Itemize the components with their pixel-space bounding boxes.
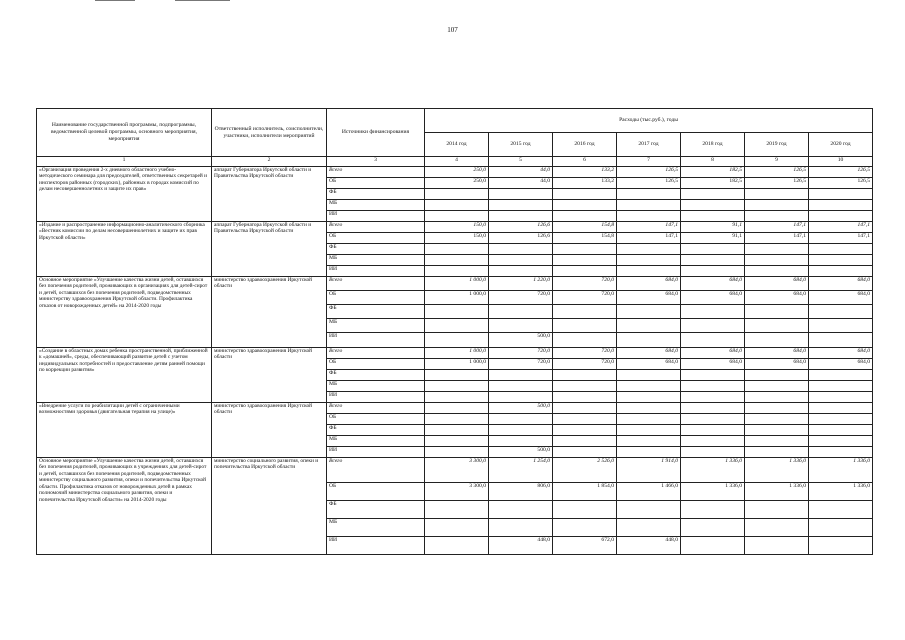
funding-source: МБ bbox=[327, 319, 425, 333]
expense-value: 720,0 bbox=[489, 291, 553, 305]
expense-value bbox=[809, 501, 873, 519]
expense-value: 500,0 bbox=[489, 447, 553, 458]
expense-value bbox=[681, 266, 745, 277]
expense-value: 1 336,0 bbox=[745, 458, 809, 483]
table-row bbox=[37, 348, 873, 359]
expense-value: 250,0 bbox=[425, 178, 489, 189]
funding-source: Всего bbox=[327, 222, 425, 233]
expense-value bbox=[489, 319, 553, 333]
expense-value bbox=[553, 200, 617, 211]
expense-value bbox=[617, 436, 681, 447]
expense-value bbox=[617, 319, 681, 333]
expense-value bbox=[617, 211, 681, 222]
funding-source: ОБ bbox=[327, 359, 425, 370]
activity-executor: министерство здравоохранения Иркутской области bbox=[212, 277, 327, 348]
expense-value bbox=[809, 392, 873, 403]
column-number: 5 bbox=[489, 157, 553, 167]
expense-value bbox=[681, 414, 745, 425]
expense-value: 720,0 bbox=[553, 291, 617, 305]
expense-value bbox=[745, 244, 809, 255]
expense-value bbox=[553, 403, 617, 414]
funding-source: ОБ bbox=[327, 291, 425, 305]
expense-value: 684,0 bbox=[681, 348, 745, 359]
header-year: 2014 год bbox=[425, 133, 489, 157]
expense-value bbox=[489, 255, 553, 266]
expense-value: 150,0 bbox=[425, 233, 489, 244]
expense-value bbox=[809, 200, 873, 211]
activity-name: «Создание в областных домах ребенка пространственной, приближенной к «домашней», среды, обеспечивающий развитие детей с учетом индивидуальных потребностей и предоставление детям ранней помощи по коррекции развития» bbox=[37, 348, 212, 403]
expense-value bbox=[745, 189, 809, 200]
funding-source: ИИ bbox=[327, 447, 425, 458]
funding-source: Всего bbox=[327, 167, 425, 178]
expense-value bbox=[553, 333, 617, 348]
expense-value bbox=[809, 436, 873, 447]
expense-value: 182,5 bbox=[681, 167, 745, 178]
activity-name: «Организация проведения 2-х дневного областного учебно-методического семинара для председателей, ответственных секретарей и инспекторов районных (городских), районных в городах комиссий по делам несовершеннолетних и защите их прав» bbox=[37, 167, 212, 222]
expense-value bbox=[489, 244, 553, 255]
activity-name: «Внедрение услуги по реабилитации детей с ограниченными возможностями здоровья (двигательная терапия на улице)» bbox=[37, 403, 212, 458]
expense-value bbox=[681, 305, 745, 319]
expense-value bbox=[745, 501, 809, 519]
expense-value: 684,0 bbox=[745, 348, 809, 359]
expense-value bbox=[425, 333, 489, 348]
expense-value bbox=[425, 319, 489, 333]
expense-value bbox=[681, 537, 745, 555]
expense-value bbox=[425, 414, 489, 425]
expense-value bbox=[809, 519, 873, 537]
expense-value bbox=[425, 519, 489, 537]
expense-value bbox=[681, 436, 745, 447]
top-scan-line-right bbox=[175, 0, 230, 1]
expense-value bbox=[425, 255, 489, 266]
expense-value: 126,5 bbox=[617, 178, 681, 189]
expense-value: 1 336,0 bbox=[809, 458, 873, 483]
expense-value bbox=[617, 333, 681, 348]
expense-value bbox=[681, 425, 745, 436]
expense-value bbox=[745, 266, 809, 277]
expense-value bbox=[617, 189, 681, 200]
expense-value bbox=[425, 447, 489, 458]
expense-value bbox=[681, 370, 745, 381]
expense-value bbox=[553, 392, 617, 403]
activity-executor: аппарат Губернатора Иркутской области и Правительства Иркутской области bbox=[212, 167, 327, 222]
expense-value bbox=[681, 255, 745, 266]
expense-value: 684,0 bbox=[681, 277, 745, 291]
expense-value: 1 000,0 bbox=[425, 277, 489, 291]
expense-value: 147,1 bbox=[745, 233, 809, 244]
expense-value bbox=[425, 501, 489, 519]
expense-value bbox=[745, 381, 809, 392]
expense-value: 684,0 bbox=[745, 277, 809, 291]
expense-value bbox=[745, 403, 809, 414]
table-row bbox=[37, 403, 873, 414]
expense-value bbox=[681, 211, 745, 222]
funding-source: ОБ bbox=[327, 233, 425, 244]
expense-value: 126,5 bbox=[745, 167, 809, 178]
expense-value bbox=[553, 319, 617, 333]
header-year: 2016 год bbox=[553, 133, 617, 157]
column-number: 8 bbox=[681, 157, 745, 167]
expense-value: 684,0 bbox=[617, 291, 681, 305]
expense-value: 147,1 bbox=[809, 233, 873, 244]
expense-value: 3 300,0 bbox=[425, 458, 489, 483]
expense-value: 1 336,0 bbox=[681, 458, 745, 483]
expense-value bbox=[553, 370, 617, 381]
expense-value: 1 220,0 bbox=[489, 277, 553, 291]
column-number: 6 bbox=[553, 157, 617, 167]
header-expenses: Расходы (тыс.руб.), годы bbox=[425, 109, 873, 133]
column-number: 9 bbox=[745, 157, 809, 167]
expense-value bbox=[681, 189, 745, 200]
expense-value bbox=[617, 519, 681, 537]
expense-value bbox=[809, 537, 873, 555]
expense-value bbox=[809, 425, 873, 436]
expense-value: 684,0 bbox=[681, 291, 745, 305]
expense-value bbox=[553, 244, 617, 255]
expense-value bbox=[553, 447, 617, 458]
expense-value bbox=[809, 333, 873, 348]
expense-value bbox=[681, 319, 745, 333]
expense-value bbox=[617, 381, 681, 392]
funding-source: ОБ bbox=[327, 483, 425, 501]
expense-value bbox=[809, 255, 873, 266]
column-number: 3 bbox=[327, 157, 425, 167]
expense-value: 126,5 bbox=[617, 167, 681, 178]
expense-value bbox=[745, 200, 809, 211]
top-scan-line-left bbox=[95, 0, 135, 1]
expense-value bbox=[489, 392, 553, 403]
funding-source: ИИ bbox=[327, 392, 425, 403]
expense-value bbox=[809, 189, 873, 200]
expense-value bbox=[489, 370, 553, 381]
activity-executor: министерство здравоохранения Иркутской области bbox=[212, 403, 327, 458]
funding-source: ОБ bbox=[327, 414, 425, 425]
expense-value bbox=[617, 200, 681, 211]
funding-source: Всего bbox=[327, 348, 425, 359]
expense-value bbox=[617, 266, 681, 277]
funding-source: МБ bbox=[327, 519, 425, 537]
expense-value bbox=[425, 381, 489, 392]
expense-value bbox=[553, 189, 617, 200]
expense-value bbox=[745, 333, 809, 348]
expense-value bbox=[681, 501, 745, 519]
expense-value bbox=[617, 392, 681, 403]
expense-value bbox=[617, 414, 681, 425]
expense-value: 720,0 bbox=[553, 277, 617, 291]
activity-name: «Издание и распространение информационно-аналитического сборника «Вестник комиссии по делам несовершеннолетних и защите их прав Иркутской области» bbox=[37, 222, 212, 277]
expense-value: 684,0 bbox=[617, 277, 681, 291]
expense-value bbox=[745, 370, 809, 381]
expense-value bbox=[745, 319, 809, 333]
funding-source: ФБ bbox=[327, 189, 425, 200]
expense-value bbox=[425, 189, 489, 200]
expense-value: 806,0 bbox=[489, 483, 553, 501]
funding-source: МБ bbox=[327, 255, 425, 266]
expense-value bbox=[489, 436, 553, 447]
expense-value bbox=[809, 403, 873, 414]
expense-value bbox=[681, 244, 745, 255]
expense-value: 448,0 bbox=[617, 537, 681, 555]
header-name: Наименование государственной программы, подпрограммы, ведомственной целевой программы, основного мероприятия, мероприятия bbox=[37, 109, 212, 157]
funding-source: ФБ bbox=[327, 425, 425, 436]
expense-value bbox=[489, 189, 553, 200]
expense-value: 1 336,0 bbox=[809, 483, 873, 501]
funding-source: ФБ bbox=[327, 501, 425, 519]
expense-value bbox=[809, 414, 873, 425]
expense-value bbox=[617, 447, 681, 458]
expense-value bbox=[681, 200, 745, 211]
expense-value: 147,1 bbox=[617, 222, 681, 233]
expense-value bbox=[809, 266, 873, 277]
expense-value bbox=[489, 266, 553, 277]
expense-value: 672,0 bbox=[553, 537, 617, 555]
table-row bbox=[37, 277, 873, 291]
expense-value: 500,0 bbox=[489, 403, 553, 414]
page-number: 107 bbox=[447, 26, 458, 34]
expense-value: 1 336,0 bbox=[745, 483, 809, 501]
expense-value bbox=[681, 392, 745, 403]
expense-value: 1 914,0 bbox=[617, 458, 681, 483]
header-year: 2020 год bbox=[809, 133, 873, 157]
activity-name: Основное мероприятие «Улучшение качества жизни детей, оставшихся без попечения родителей, проживающих в учреждениях для детей-сирот и детей, оставшихся без попечения родителей, подведомственных министерству социального развития, опеки и попечительства Иркутской области. Профилактика отказов от новорожденных детей в рамках полномочий министерства социального развития, опеки и попечительства Иркутской области» на 2014-2020 годы bbox=[37, 458, 212, 555]
expense-value bbox=[553, 436, 617, 447]
activity-executor: министерство здравоохранения Иркутской области bbox=[212, 348, 327, 403]
expense-value bbox=[553, 425, 617, 436]
expense-value bbox=[681, 447, 745, 458]
expense-value: 720,0 bbox=[489, 348, 553, 359]
expense-value bbox=[489, 305, 553, 319]
expense-value: 250,0 bbox=[425, 167, 489, 178]
expense-value: 1 254,0 bbox=[489, 458, 553, 483]
column-number: 7 bbox=[617, 157, 681, 167]
expense-value bbox=[425, 244, 489, 255]
column-number: 2 bbox=[212, 157, 327, 167]
expense-value: 147,1 bbox=[617, 233, 681, 244]
expense-value: 684,0 bbox=[809, 359, 873, 370]
expense-value: 182,5 bbox=[681, 178, 745, 189]
expense-value bbox=[553, 501, 617, 519]
activity-executor: аппарат Губернатора Иркутской области и Правительства Иркутской области bbox=[212, 222, 327, 277]
expense-value bbox=[489, 519, 553, 537]
expense-value bbox=[809, 370, 873, 381]
column-number: 10 bbox=[809, 157, 873, 167]
expense-value bbox=[425, 425, 489, 436]
expense-value: 126,6 bbox=[489, 233, 553, 244]
expense-value bbox=[617, 255, 681, 266]
funding-source: МБ bbox=[327, 381, 425, 392]
expense-value bbox=[745, 519, 809, 537]
expense-value bbox=[553, 266, 617, 277]
expense-value: 1 000,0 bbox=[425, 359, 489, 370]
funding-source: Всего bbox=[327, 277, 425, 291]
expense-value bbox=[617, 425, 681, 436]
expense-value: 1 854,0 bbox=[553, 483, 617, 501]
expense-value: 133,2 bbox=[553, 167, 617, 178]
expenses-table bbox=[36, 108, 873, 555]
expense-value bbox=[745, 537, 809, 555]
expense-value: 684,0 bbox=[745, 359, 809, 370]
expense-value: 1 466,0 bbox=[617, 483, 681, 501]
expense-value bbox=[553, 414, 617, 425]
expense-value bbox=[425, 537, 489, 555]
expense-value: 720,0 bbox=[553, 348, 617, 359]
expense-value bbox=[553, 255, 617, 266]
expense-value bbox=[553, 211, 617, 222]
expense-value: 1 000,0 bbox=[425, 348, 489, 359]
expense-value bbox=[617, 501, 681, 519]
expense-value bbox=[745, 305, 809, 319]
expense-value bbox=[489, 211, 553, 222]
header-source: Источники финансирования bbox=[327, 109, 425, 157]
expense-value bbox=[425, 370, 489, 381]
expense-value: 684,0 bbox=[617, 359, 681, 370]
expense-value: 147,1 bbox=[809, 222, 873, 233]
table-row bbox=[37, 458, 873, 483]
expense-value: 154,8 bbox=[553, 222, 617, 233]
funding-source: ИИ bbox=[327, 537, 425, 555]
funding-source: ИИ bbox=[327, 333, 425, 348]
expense-value: 684,0 bbox=[681, 359, 745, 370]
expense-value: 91,1 bbox=[681, 233, 745, 244]
expense-value bbox=[617, 305, 681, 319]
expense-value bbox=[809, 319, 873, 333]
column-number: 4 bbox=[425, 157, 489, 167]
expense-value bbox=[489, 200, 553, 211]
activity-name: Основное мероприятие «Улучшение качества жизни детей, оставшихся без попечения родителей, проживающих в организациях для детей-сирот и детей, оставшихся без попечения родителей, подведомственных министерству здравоохранения Иркутской области. Профилактика отказов от новорожденных детей» на 2014-2020 годы bbox=[37, 277, 212, 348]
expense-value bbox=[425, 436, 489, 447]
expense-value: 1 336,0 bbox=[681, 483, 745, 501]
expense-value: 2 526,0 bbox=[553, 458, 617, 483]
header-year: 2019 год bbox=[745, 133, 809, 157]
expense-value bbox=[489, 381, 553, 392]
expense-value: 720,0 bbox=[553, 359, 617, 370]
expense-value: 1 000,0 bbox=[425, 291, 489, 305]
table-row bbox=[37, 167, 873, 178]
expense-value: 150,0 bbox=[425, 222, 489, 233]
header-executor: Ответственный исполнитель, соисполнители, участники, исполнители мероприятий bbox=[212, 109, 327, 157]
expense-value: 133,2 bbox=[553, 178, 617, 189]
expense-value: 147,1 bbox=[745, 222, 809, 233]
expense-value: 684,0 bbox=[809, 291, 873, 305]
expense-value bbox=[425, 266, 489, 277]
expense-value: 448,0 bbox=[489, 537, 553, 555]
expense-value bbox=[681, 381, 745, 392]
expense-value: 44,0 bbox=[489, 167, 553, 178]
expense-value bbox=[681, 519, 745, 537]
expense-value bbox=[745, 436, 809, 447]
expense-value bbox=[745, 392, 809, 403]
expense-value: 126,5 bbox=[809, 167, 873, 178]
funding-source: Всего bbox=[327, 403, 425, 414]
expense-value bbox=[553, 519, 617, 537]
funding-source: ФБ bbox=[327, 370, 425, 381]
column-number: 1 bbox=[37, 157, 212, 167]
funding-source: МБ bbox=[327, 436, 425, 447]
expense-value bbox=[681, 403, 745, 414]
expense-value bbox=[489, 425, 553, 436]
header-year: 2018 год bbox=[681, 133, 745, 157]
expense-value bbox=[553, 381, 617, 392]
expense-value bbox=[809, 305, 873, 319]
expense-value: 154,8 bbox=[553, 233, 617, 244]
expense-value: 3 300,0 bbox=[425, 483, 489, 501]
expense-value bbox=[553, 305, 617, 319]
activity-executor: министерство социального развития, опеки и попечительства Иркутской области bbox=[212, 458, 327, 555]
expense-value bbox=[809, 211, 873, 222]
expense-value bbox=[617, 244, 681, 255]
expense-value bbox=[681, 333, 745, 348]
expense-value: 720,0 bbox=[489, 359, 553, 370]
expense-value: 684,0 bbox=[809, 277, 873, 291]
expense-value: 684,0 bbox=[617, 348, 681, 359]
funding-source: МБ bbox=[327, 200, 425, 211]
expense-value bbox=[425, 403, 489, 414]
expense-value: 684,0 bbox=[745, 291, 809, 305]
expense-value bbox=[617, 370, 681, 381]
expense-value: 44,0 bbox=[489, 178, 553, 189]
expense-value bbox=[745, 425, 809, 436]
expense-value: 126,5 bbox=[745, 178, 809, 189]
table-row bbox=[37, 222, 873, 233]
expense-value bbox=[809, 381, 873, 392]
expense-value bbox=[745, 447, 809, 458]
expense-value bbox=[425, 211, 489, 222]
funding-source: Всего bbox=[327, 458, 425, 483]
expense-value bbox=[425, 200, 489, 211]
expense-value: 684,0 bbox=[809, 348, 873, 359]
header-year: 2017 год bbox=[617, 133, 681, 157]
expense-value bbox=[745, 255, 809, 266]
expense-value bbox=[745, 211, 809, 222]
expense-value bbox=[425, 392, 489, 403]
expense-value bbox=[489, 414, 553, 425]
expense-value bbox=[425, 305, 489, 319]
expense-value bbox=[745, 414, 809, 425]
funding-source: ИИ bbox=[327, 211, 425, 222]
funding-source: ИИ bbox=[327, 266, 425, 277]
expense-value: 91,1 bbox=[681, 222, 745, 233]
expense-value bbox=[809, 244, 873, 255]
expense-value: 126,6 bbox=[489, 222, 553, 233]
funding-source: ФБ bbox=[327, 244, 425, 255]
funding-source: ФБ bbox=[327, 305, 425, 319]
expense-value bbox=[809, 447, 873, 458]
expense-value bbox=[489, 501, 553, 519]
expense-value: 500,0 bbox=[489, 333, 553, 348]
expense-value: 126,5 bbox=[809, 178, 873, 189]
funding-source: ОБ bbox=[327, 178, 425, 189]
header-year: 2015 год bbox=[489, 133, 553, 157]
expense-value bbox=[617, 403, 681, 414]
